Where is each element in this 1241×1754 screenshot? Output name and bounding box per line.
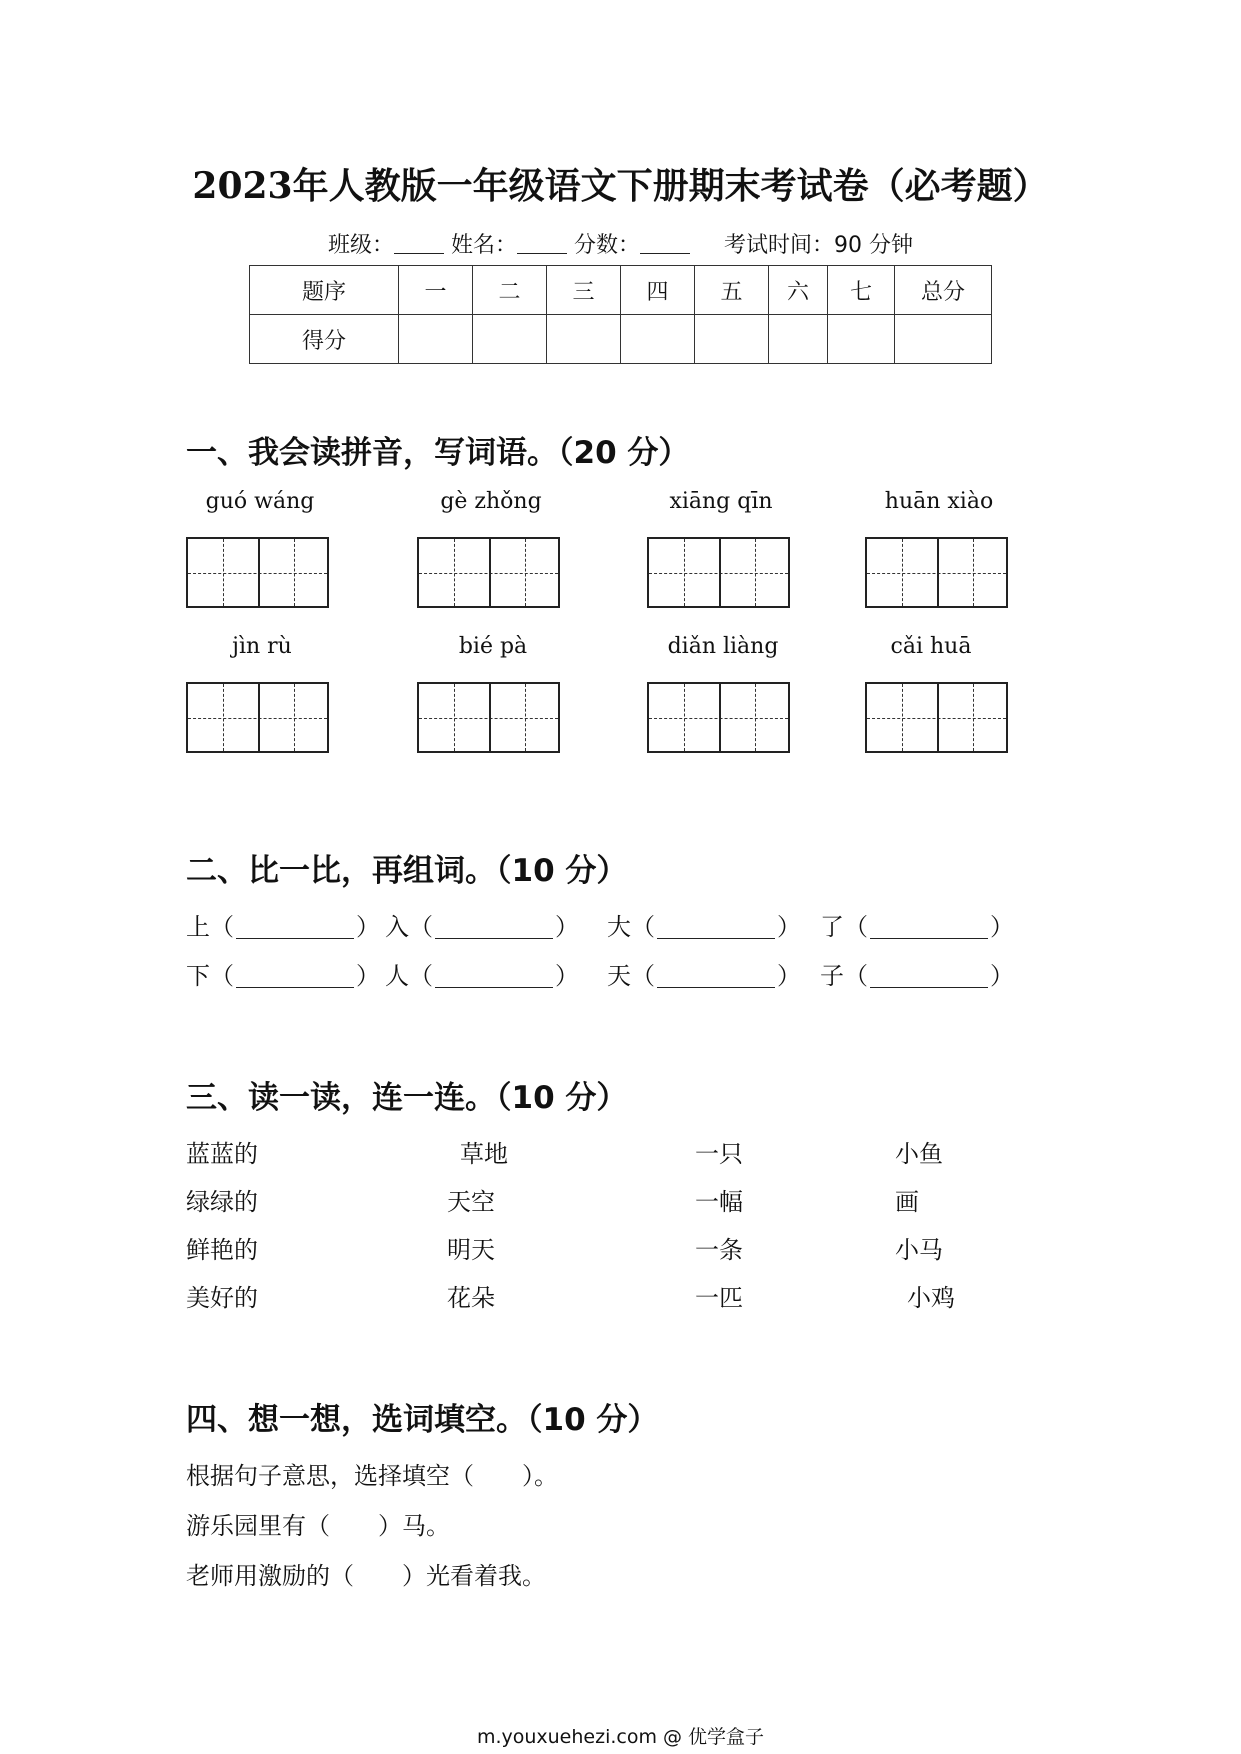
compare-item: 入（ ）	[385, 913, 579, 941]
compare-item: 天（ ）	[607, 962, 801, 990]
compare-char: 下	[186, 962, 210, 990]
match-item[interactable]: 天空	[447, 1188, 495, 1216]
section3-heading: 三、读一读，连一连。（10 分）	[186, 1080, 628, 1116]
score-cell[interactable]	[621, 315, 695, 364]
match-item[interactable]: 小马	[895, 1236, 943, 1264]
match-item[interactable]: 蓝蓝的	[186, 1140, 258, 1168]
match-item[interactable]: 花朵	[447, 1284, 495, 1312]
exam-time: 考试时间：90 分钟	[724, 233, 914, 258]
compare-char: 人	[385, 962, 409, 990]
answer-blank[interactable]	[435, 965, 553, 988]
answer-blank[interactable]	[870, 965, 988, 988]
table-cell: 四	[621, 266, 695, 315]
match-item[interactable]: 一只	[695, 1140, 743, 1168]
answer-blank[interactable]	[870, 916, 988, 939]
writing-grid[interactable]	[647, 682, 790, 753]
compare-char: 了	[820, 913, 844, 941]
fill-line: 老师用激励的（ ）光看着我。	[186, 1562, 546, 1590]
match-item[interactable]: 画	[895, 1188, 919, 1216]
name-label: 姓名：	[450, 233, 517, 258]
writing-grid[interactable]	[865, 537, 1008, 608]
pinyin-label: diǎn liàng	[667, 634, 779, 659]
table-cell: 题序	[250, 266, 399, 315]
name-blank[interactable]	[517, 233, 567, 254]
compare-char: 天	[607, 962, 631, 990]
answer-blank[interactable]	[236, 916, 354, 939]
table-cell: 二	[473, 266, 547, 315]
table-cell: 五	[695, 266, 769, 315]
score-cell[interactable]	[895, 315, 992, 364]
match-item[interactable]: 小鸡	[907, 1284, 955, 1312]
match-item[interactable]: 草地	[460, 1140, 508, 1168]
match-item[interactable]: 一匹	[695, 1284, 743, 1312]
answer-blank[interactable]	[435, 916, 553, 939]
writing-grid[interactable]	[865, 682, 1008, 753]
footer-watermark: m.youxuehezi.com @ 优学盒子	[476, 1726, 765, 1748]
match-item[interactable]: 小鱼	[895, 1140, 943, 1168]
fill-line: 游乐园里有（ ）马。	[186, 1512, 450, 1540]
match-item[interactable]: 一条	[695, 1236, 743, 1264]
compare-char: 入	[385, 913, 409, 941]
pinyin-label: xiāng qīn	[669, 489, 773, 514]
score-cell[interactable]	[828, 315, 895, 364]
match-item[interactable]: 绿绿的	[186, 1188, 258, 1216]
table-cell: 得分	[250, 315, 399, 364]
compare-item: 下（ ）	[186, 962, 380, 990]
score-table-score-row	[250, 315, 992, 364]
answer-blank[interactable]	[236, 965, 354, 988]
score-cell[interactable]	[769, 315, 828, 364]
writing-grid[interactable]	[186, 682, 329, 753]
compare-item: 上（ ）	[186, 913, 380, 941]
compare-char: 上	[186, 913, 210, 941]
match-item[interactable]: 美好的	[186, 1284, 258, 1312]
answer-blank[interactable]	[657, 916, 775, 939]
score-cell[interactable]	[547, 315, 621, 364]
pinyin-label: cǎi huā	[890, 634, 972, 659]
pinyin-label: bié pà	[458, 634, 528, 659]
score-blank[interactable]	[640, 233, 690, 254]
table-cell: 六	[769, 266, 828, 315]
score-cell[interactable]	[695, 315, 769, 364]
page-title: 2023年人教版一年级语文下册期末考试卷（必考题）	[192, 165, 1049, 207]
pinyin-label: huān xiào	[884, 489, 994, 514]
match-item[interactable]: 一幅	[695, 1188, 743, 1216]
table-cell: 三	[547, 266, 621, 315]
score-label: 分数：	[574, 233, 641, 258]
pinyin-label: guó wáng	[205, 489, 315, 514]
fill-line: 根据句子意思，选择填空（ ）。	[186, 1462, 558, 1490]
score-cell[interactable]	[473, 315, 547, 364]
match-item[interactable]: 明天	[447, 1236, 495, 1264]
score-table-header-row	[250, 266, 992, 315]
table-cell: 总分	[895, 266, 992, 315]
writing-grid[interactable]	[186, 537, 329, 608]
compare-item: 了（ ）	[820, 913, 1014, 941]
pinyin-label: gè zhǒng	[440, 489, 542, 514]
score-cell[interactable]	[399, 315, 473, 364]
class-blank[interactable]	[394, 233, 444, 254]
compare-char: 大	[607, 913, 631, 941]
compare-item: 子（ ）	[820, 962, 1014, 990]
match-item[interactable]: 鲜艳的	[186, 1236, 258, 1264]
table-cell: 一	[399, 266, 473, 315]
section1-heading: 一、我会读拼音，写词语。（20 分）	[186, 435, 690, 471]
table-cell: 七	[828, 266, 895, 315]
pinyin-label: jìn rù	[232, 634, 292, 659]
class-label: 班级：	[327, 233, 394, 258]
compare-item: 大（ ）	[607, 913, 801, 941]
writing-grid[interactable]	[417, 537, 560, 608]
compare-char: 子	[820, 962, 844, 990]
answer-blank[interactable]	[657, 965, 775, 988]
student-info-line	[0, 228, 1241, 259]
writing-grid[interactable]	[417, 682, 560, 753]
section4-heading: 四、想一想，选词填空。（10 分）	[186, 1402, 659, 1438]
section2-heading: 二、比一比，再组词。（10 分）	[186, 853, 628, 889]
writing-grid[interactable]	[647, 537, 790, 608]
score-table	[249, 265, 992, 364]
compare-item: 人（ ）	[385, 962, 579, 990]
